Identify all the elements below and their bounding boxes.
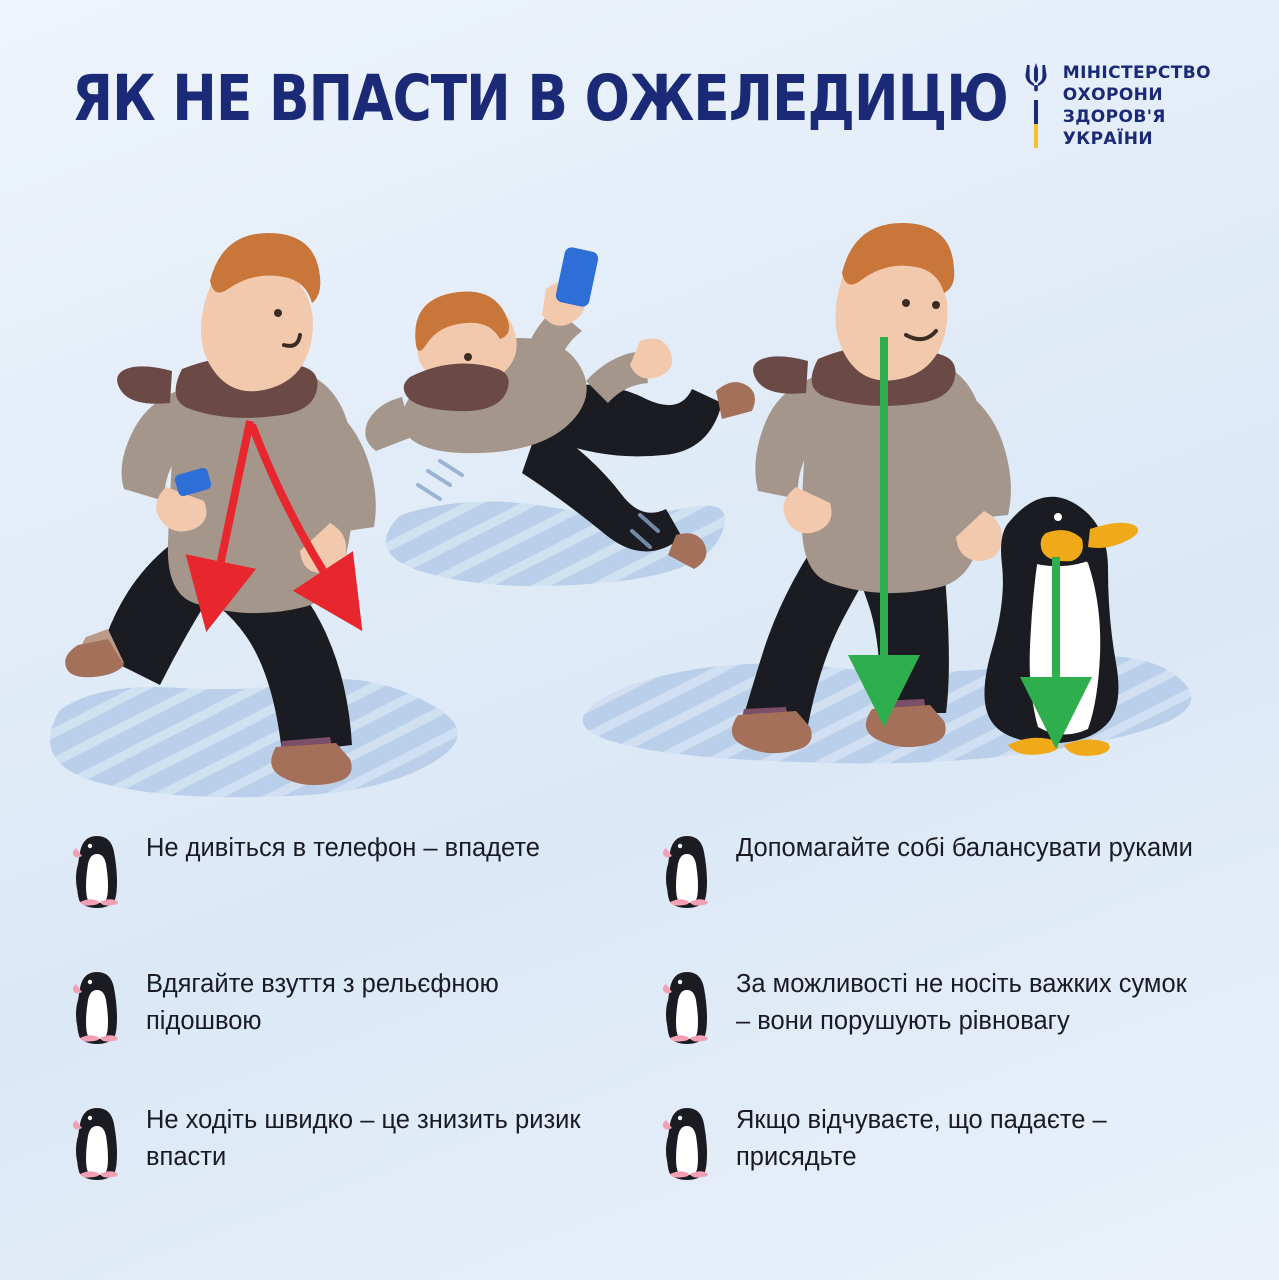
penguin-icon <box>660 1104 714 1180</box>
penguin-icon <box>70 832 124 908</box>
logo-line-1: МІНІСТЕРСТВО <box>1062 63 1211 83</box>
ministry-logo <box>1023 62 1211 150</box>
tip-text: За можливості не носіть важких сумок – вони порушують рівновагу <box>736 970 1187 1035</box>
tip-text: Якщо відчуваєте, що падаєте – присядьте <box>736 1106 1107 1171</box>
penguin-icon <box>70 1104 124 1180</box>
logo-line-4: УКРАЇНИ <box>1062 129 1153 149</box>
list-item <box>70 830 600 966</box>
tip-text: Вдягайте взуття з рельєфною підошвою <box>146 970 499 1035</box>
illustration-area <box>0 185 1279 815</box>
list-item <box>660 830 1210 966</box>
tip-text: Не дивіться в телефон – впадете <box>146 834 540 862</box>
logo-flag-bar <box>1034 100 1038 148</box>
penguin-icon <box>70 968 124 1044</box>
tip-text: Не ходіть швидко – це знизить ризик впасти <box>146 1106 581 1171</box>
list-item <box>70 966 600 1102</box>
list-item <box>660 1102 1210 1238</box>
logo-text <box>1063 62 1211 150</box>
page-title: ЯК НЕ ВПАСТИ В ОЖЕЛЕДИЦЮ <box>72 62 1008 135</box>
tips-list <box>70 830 1210 1238</box>
logo-line-2: ОХОРОНИ <box>1062 85 1163 105</box>
tip-text: Допомагайте собі балансувати руками <box>736 834 1193 862</box>
list-item <box>660 966 1210 1102</box>
trident-icon <box>1023 62 1049 96</box>
penguin-icon <box>660 832 714 908</box>
page-header <box>0 0 1279 200</box>
penguin-icon <box>660 968 714 1044</box>
logo-emblem <box>1023 62 1049 148</box>
list-item <box>70 1102 600 1238</box>
logo-line-3: ЗДОРОВ'Я <box>1062 107 1166 127</box>
ice-patch-left <box>50 679 458 797</box>
